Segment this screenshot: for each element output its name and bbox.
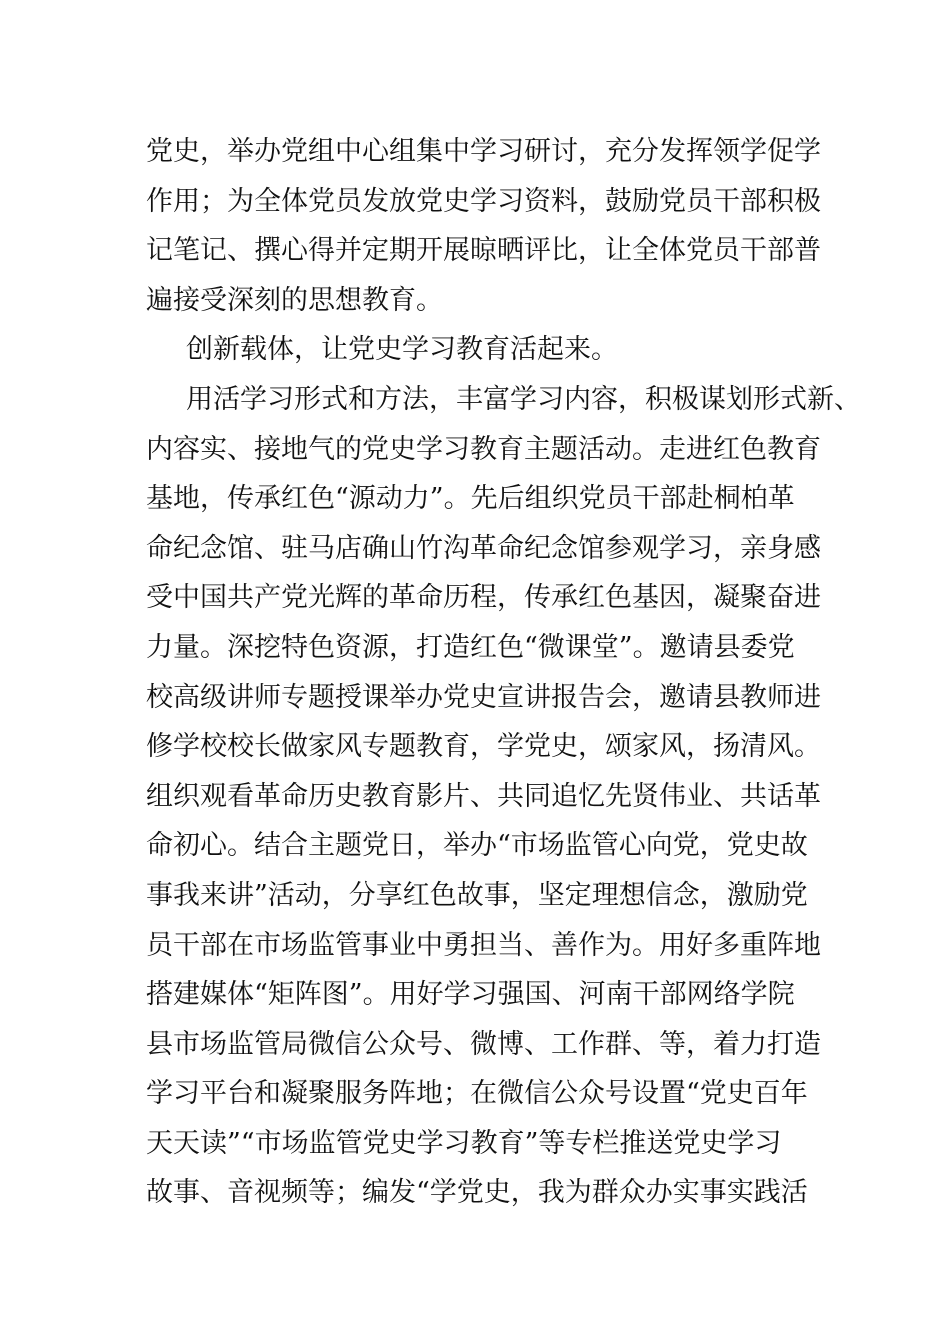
- text-line: 受中国共产党光辉的革命历程，传承红色基因，凝聚奋进: [146, 582, 821, 614]
- text-line: 力量。深挖特色资源，打造红色“微课堂”。邀请县委党: [146, 631, 795, 663]
- text-line: 搭建媒体“矩阵图”。用好学习强国、河南干部网络学院: [146, 979, 795, 1011]
- text-line: 党史，举办党组中心组集中学习研讨，充分发挥领学促学: [146, 136, 821, 167]
- text-line: 内容实、接地气的党史学习教育主题活动。走进红色教育: [146, 433, 821, 465]
- text-line: 修学校校长做家风专题教育，学党史，颂家风，扬清风。: [146, 731, 821, 763]
- text-line: 员干部在市场监管事业中勇担当、善作为。用好多重阵地: [146, 929, 821, 961]
- text-line: 故事、音视频等；编发“学党史，我为群众办实事实践活: [146, 1177, 808, 1209]
- text-line: 命初心。结合主题党日，举办“市场监管心向党，党史故: [146, 830, 808, 862]
- document-body: [146, 127, 861, 1218]
- text-line: 用活学习形式和方法，丰富学习内容，积极谋划形式新、: [186, 383, 861, 415]
- text-line: 命纪念馆、驻马店确山竹沟革命纪念馆参观学习，亲身感: [146, 532, 821, 564]
- text-line: 组织观看革命历史教育影片、共同追忆先贤伟业、共话革: [146, 780, 821, 812]
- text-line: 天天读”“市场监管党史学习教育”等专栏推送党史学习: [146, 1127, 782, 1159]
- text-line: 学习平台和凝聚服务阵地；在微信公众号设置“党史百年: [146, 1078, 808, 1110]
- text-line: 事我来讲”活动，分享红色故事，坚定理想信念，激励党: [146, 879, 808, 911]
- text-line: 基地，传承红色“源动力”。先后组织党员干部赴桐柏革: [146, 483, 795, 515]
- text-line: 记笔记、撰心得并定期开展晾晒评比，让全体党员干部普: [146, 235, 821, 267]
- text-line: 遍接受深刻的思想教育。: [146, 284, 443, 316]
- text-line: 县市场监管局微信公众号、微博、工作群、等，着力打造: [146, 1028, 821, 1060]
- text-line: 作用；为全体党员发放党史学习资料，鼓励党员干部积极: [146, 185, 821, 217]
- text-line: 校高级讲师专题授课举办党史宣讲报告会，邀请县教师进: [146, 681, 821, 713]
- section-heading: 创新载体，让党史学习教育活起来。: [186, 334, 618, 366]
